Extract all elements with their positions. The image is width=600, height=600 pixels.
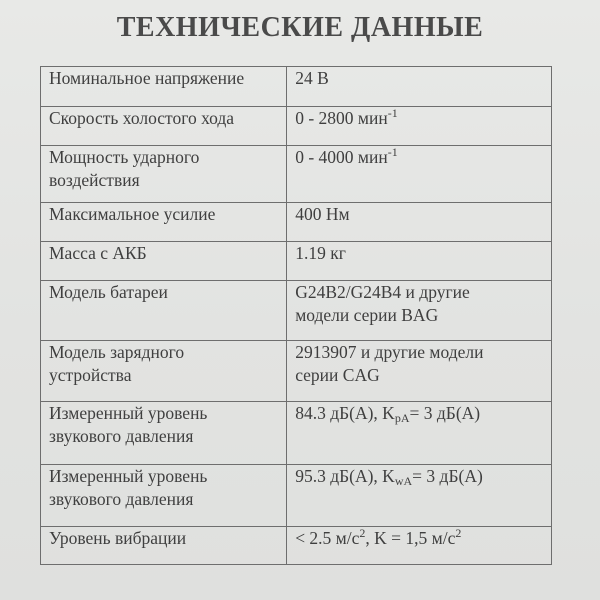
spec-label: Масса с АКБ [41, 242, 287, 281]
spec-table [40, 66, 552, 565]
spec-label [41, 402, 287, 465]
spec-label [41, 465, 287, 527]
spec-value-part: 95.3 дБ(А), K [295, 466, 395, 486]
spec-value-line: серии CAG [295, 365, 380, 385]
spec-label [41, 341, 287, 402]
spec-value-part: = 3 дБ(А) [409, 403, 481, 423]
spec-value [287, 107, 552, 146]
table-row [41, 242, 552, 281]
table-row [41, 107, 552, 146]
spec-value-part: 84.3 дБ(А), K [295, 403, 395, 423]
spec-value: 24 В [287, 67, 552, 107]
spec-value-subscript: wA [394, 474, 413, 488]
spec-label: Уровень вибрации [41, 527, 287, 565]
spec-value-main: 0 - 4000 мин [295, 147, 388, 167]
spec-label: Номинальное напряжение [41, 67, 287, 107]
table-row [41, 465, 552, 527]
spec-label-line: устройства [49, 365, 132, 385]
table-row [41, 67, 552, 107]
spec-value: 400 Нм [287, 203, 552, 242]
spec-label-line: Измеренный уровень [49, 466, 208, 486]
spec-value [287, 281, 552, 341]
spec-value-line: модели серии BAG [295, 305, 439, 325]
spec-value [287, 146, 552, 203]
spec-label: Максимальное усилие [41, 203, 287, 242]
spec-label-line: воздействия [49, 170, 140, 190]
spec-label [41, 146, 287, 203]
spec-value-part: = 3 дБ(А) [412, 466, 483, 486]
spec-value: 1.19 кг [287, 242, 552, 281]
spec-value [287, 402, 552, 465]
spec-label: Скорость холостого хода [41, 107, 287, 146]
spec-value [287, 341, 552, 402]
spec-value-part: , K = 1,5 м/с [365, 528, 456, 548]
spec-value-part: < 2.5 м/с [295, 528, 360, 548]
table-row [41, 527, 552, 565]
spec-value-exponent: 2 [455, 526, 462, 540]
spec-label-line: Модель зарядного [49, 342, 185, 362]
table-row [41, 402, 552, 465]
spec-value-exponent: -1 [387, 106, 398, 120]
spec-label: Модель батареи [41, 281, 287, 341]
spec-value-exponent: -1 [387, 145, 398, 159]
table-row [41, 203, 552, 242]
spec-label-line: Мощность ударного [49, 147, 200, 167]
table-row [41, 146, 552, 203]
table-row [41, 281, 552, 341]
page-title: ТЕХНИЧЕСКИЕ ДАННЫЕ [116, 12, 484, 43]
spec-value [287, 465, 552, 527]
spec-value-exponent: 2 [359, 526, 366, 540]
table-row [41, 341, 552, 402]
spec-label-line: звукового давления [49, 489, 194, 509]
spec-value [287, 527, 552, 565]
spec-label-line: звукового давления [49, 426, 194, 446]
spec-value-line: 2913907 и другие модели [295, 342, 484, 362]
spec-value-line: G24B2/G24B4 и другие [295, 282, 470, 302]
spec-label-line: Измеренный уровень [49, 403, 208, 423]
spec-value-main: 0 - 2800 мин [295, 108, 388, 128]
spec-value-subscript: pA [394, 411, 410, 425]
